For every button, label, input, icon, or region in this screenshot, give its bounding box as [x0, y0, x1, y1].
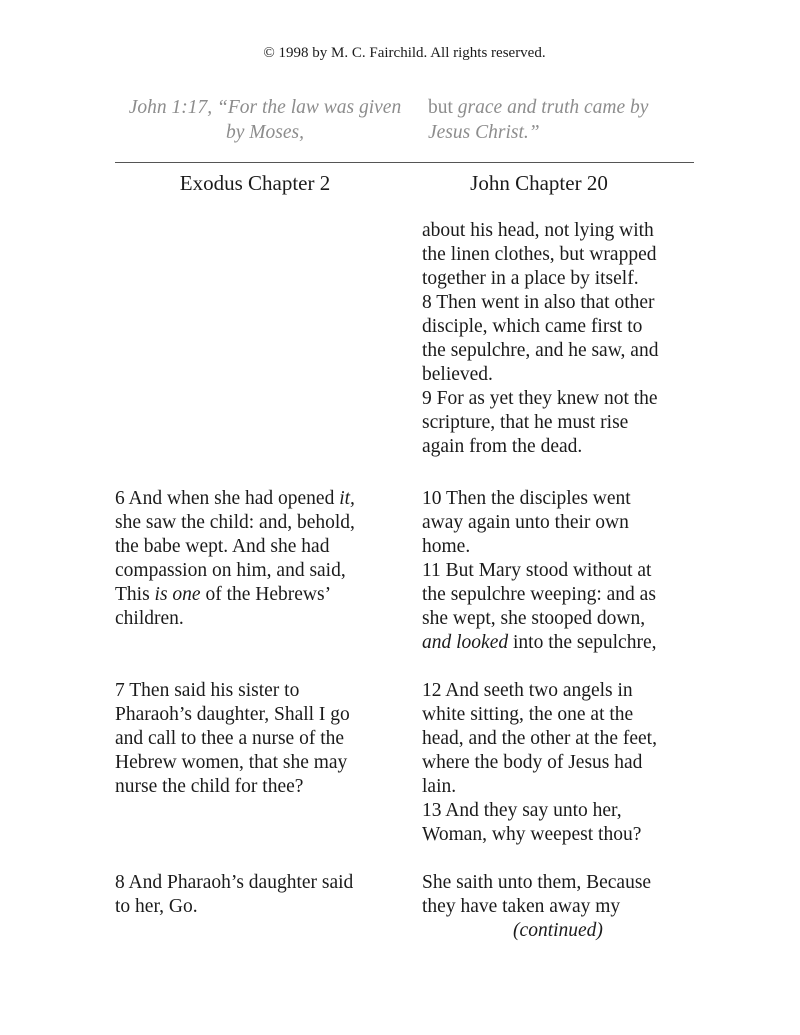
- verse-row: [115, 871, 694, 943]
- verse-row: [115, 219, 694, 459]
- verse-block-john-13b: She saith unto them, Because they have taken away my: [422, 872, 652, 917]
- column-header-exodus: Exodus Chapter 2: [179, 171, 331, 195]
- column-header-john: John Chapter 20: [470, 171, 608, 195]
- epigraph-left-column: John 1:17, “For the law was given by Moses,: [128, 97, 402, 143]
- verse-row: [115, 679, 694, 847]
- verse-block-exodus-8: 8 And Pharaoh’s daughter said to her, Go.: [115, 872, 354, 917]
- continued-note: (continued): [513, 920, 603, 941]
- verse-block-john-10-11: 10 Then the disciples went away again unto their own home. 11 But Mary stood without at the sepulchre weeping: and as she wept, she stooped down, and looked into the sepulchre,: [422, 488, 657, 653]
- scripture-epigraph: [115, 95, 694, 145]
- verse-row: [115, 487, 694, 655]
- verse-block-exodus-empty: [115, 219, 405, 459]
- epigraph-right-column: but grace and truth came by Jesus Christ.”: [428, 97, 649, 143]
- verse-block-john-12-13: 12 And seeth two angels in white sitting, the one at the head, and the other at the feet, where the body of Jesus had lain. 13 And they say unto her, Woman, why weepest thou?: [422, 680, 657, 845]
- verse-block-john-7-9: about his head, not lying with the linen clothes, but wrapped together in a place by itself. 8 Then went in also that other disciple, which came first to the sepulchre, and he saw, and believed. 9 For as yet they knew not the scripture, that he must rise again from the dead.: [422, 220, 659, 457]
- verse-block-john-13b-wrap: [422, 871, 694, 943]
- verse-block-exodus-6: 6 And when she had opened it, she saw the child: and, behold, the babe wept. And she had compassion on him, and said, This is one of the Hebrews’ children.: [115, 488, 355, 629]
- column-headers: [115, 169, 694, 197]
- copyright-line: © 1998 by M. C. Fairchild. All rights reserved.: [263, 45, 546, 61]
- verse-block-exodus-7: 7 Then said his sister to Pharaoh’s daughter, Shall I go and call to thee a nurse of the Hebrew women, that she may nurse the child for thee?: [115, 680, 350, 797]
- divider-line: [115, 162, 694, 163]
